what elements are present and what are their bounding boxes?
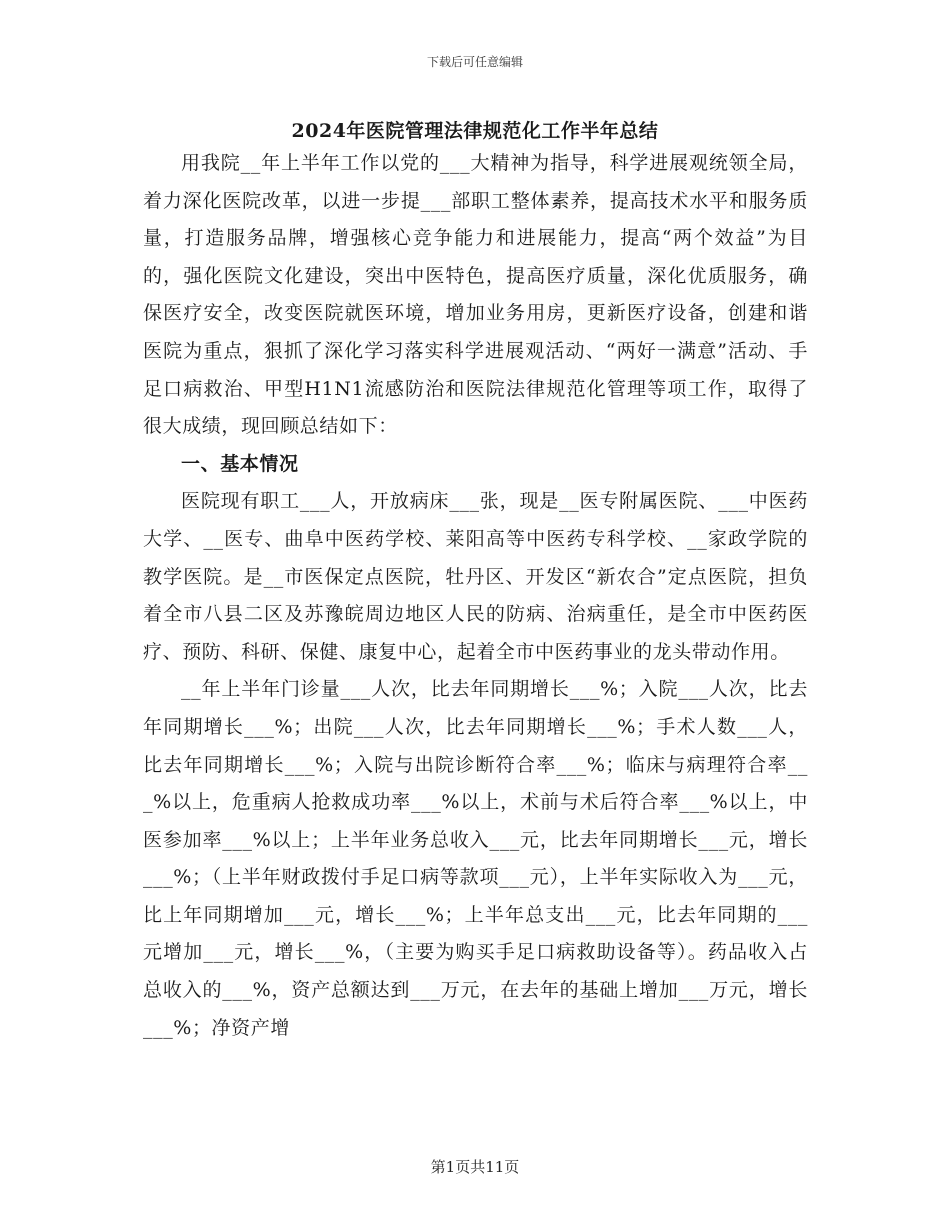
document-body [143, 145, 808, 1047]
document-title: 2024年医院管理法律规范化工作半年总结 [291, 120, 659, 142]
header-note: 下载后可任意编辑 [426, 55, 523, 69]
basic-situation-paragraph-2: __年上半年门诊量___人次，比去年同期增长___%；入院___人次，比去年同期增长___%；出院___人次，比去年同期增长___%；手术人数___人，比去年同期增长___%；入院与出院诊断符合率___%；临床与病理符合率___%以上，危重病人抢救成功率___%以上，术前与术后符合率___%以上，中医参加率___%以上；上半年业务总收入___元，比去年同期增长___元，增长___%；（上半年财政拨付手足口病等款项___元），上半年实际收入为___元，比上年同期增加___元，增长___%；上半年总支出___元，比去年同期的___元增加___元，增长___%，（主要为购买手足口病救助设备等）。药品收入占总收入的___%，资产总额达到___万元，在去年的基础上增加___万元，增长___%；净资产增 [143, 678, 808, 1039]
page-footer: 第1页共11页 [430, 1158, 520, 1176]
intro-paragraph: 用我院__年上半年工作以党的___大精神为指导，科学进展观统领全局，着力深化医院改革，以进一步提___部职工整体素养，提高技术水平和服务质量，打造服务品牌，增强核心竞争能力和进展能力，提高“两个效益”为目的，强化医院文化建设，突出中医特色，提高医疗质量，深化优质服务，确保医疗安全，改变医院就医环境，增加业务用房，更新医疗设备，创建和谐医院为重点，狠抓了深化学习落实科学进展观活动、“两好一满意”活动、手足口病救治、甲型H1N1流感防治和医院法律规范化管理等项工作，取得了很大成绩，现回顾总结如下： [143, 152, 808, 438]
basic-situation-paragraph-1: 医院现有职工___人，开放病床___张，现是__医专附属医院、___中医药大学、__医专、曲阜中医药学校、莱阳高等中医药专科学校、__家政学院的教学医院。是__市医保定点医院，牡丹区、开发区“新农合”定点医院，担负着全市八县二区及苏豫皖周边地区人民的防病、治病重任，是全市中医药医疗、预防、科研、保健、康复中心，起着全市中医药事业的龙头带动作用。 [143, 490, 808, 663]
section-heading-basic-situation: 一、基本情况 [181, 452, 299, 475]
